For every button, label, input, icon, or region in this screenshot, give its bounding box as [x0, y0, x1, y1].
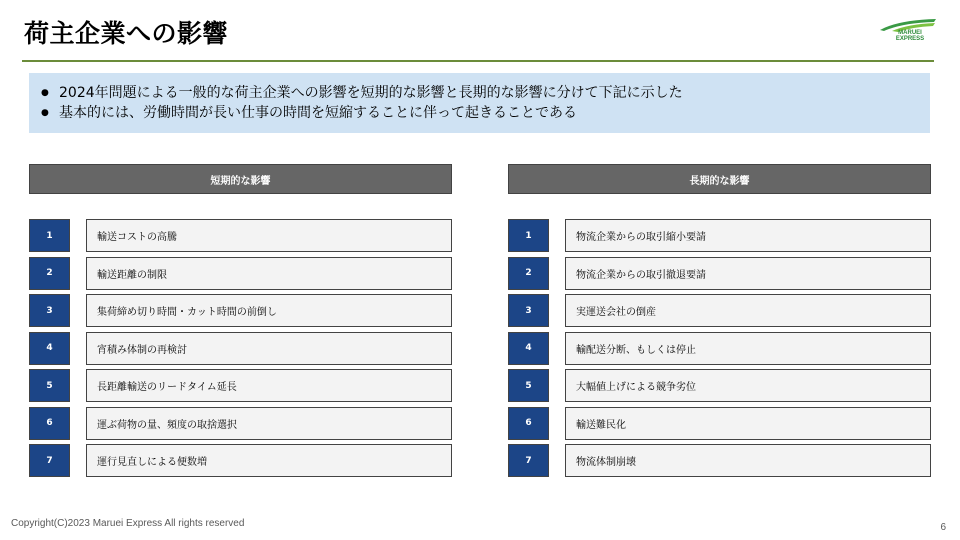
item-number: 2	[29, 257, 70, 290]
list-item	[29, 257, 452, 290]
list-item	[29, 294, 452, 327]
summary-text: 2024年問題による一般的な荷主企業への影響を短期的な影響と長期的な影響に分けて下記に示した	[59, 85, 683, 101]
summary-text: 基本的には、労働時間が長い仕事の時間を短縮することに伴って起きることである	[59, 105, 577, 121]
item-number: 1	[29, 219, 70, 252]
item-label: 輸送コストの高騰	[86, 219, 452, 252]
long-term-header: 長期的な影響	[508, 164, 931, 194]
summary-item	[39, 103, 920, 123]
item-label: 輸送距離の制限	[86, 257, 452, 290]
summary-box	[29, 73, 930, 133]
item-label: 物流企業からの取引縮小要請	[565, 219, 931, 252]
list-item	[508, 407, 931, 440]
short-term-header: 短期的な影響	[29, 164, 452, 194]
long-term-column	[508, 164, 931, 482]
short-term-list	[29, 219, 452, 477]
item-number: 7	[508, 444, 549, 477]
item-number: 6	[29, 407, 70, 440]
item-number: 6	[508, 407, 549, 440]
copyright-footer: Copyright(C)2023 Maruei Express All rights reserved	[11, 518, 245, 529]
item-label: 大幅値上げによる競争劣位	[565, 369, 931, 402]
bullet-icon: ●	[41, 88, 49, 98]
short-term-column	[29, 164, 452, 482]
item-label: 長距離輸送のリードタイム延長	[86, 369, 452, 402]
item-label: 輸配送分断、もしくは停止	[565, 332, 931, 365]
page-number: 6	[940, 522, 946, 533]
list-item	[29, 369, 452, 402]
title-divider	[22, 60, 934, 62]
item-number: 1	[508, 219, 549, 252]
list-item	[29, 444, 452, 477]
item-label: 輸送難民化	[565, 407, 931, 440]
item-number: 3	[29, 294, 70, 327]
item-label: 集荷締め切り時間・カット時間の前倒し	[86, 294, 452, 327]
item-label: 実運送会社の倒産	[565, 294, 931, 327]
item-number: 2	[508, 257, 549, 290]
item-number: 7	[29, 444, 70, 477]
list-item	[508, 294, 931, 327]
item-label: 宵積み体制の再検討	[86, 332, 452, 365]
list-item	[508, 257, 931, 290]
list-item	[29, 219, 452, 252]
item-number: 4	[29, 332, 70, 365]
bullet-icon: ●	[41, 108, 49, 118]
item-number: 5	[508, 369, 549, 402]
list-item	[508, 332, 931, 365]
item-label: 物流体制崩壊	[565, 444, 931, 477]
list-item	[29, 407, 452, 440]
list-item	[508, 369, 931, 402]
item-label: 物流企業からの取引撤退要請	[565, 257, 931, 290]
logo-text: MARUEI EXPRESS	[895, 30, 925, 42]
page-title: 荷主企業への影響	[24, 19, 229, 48]
item-number: 3	[508, 294, 549, 327]
item-label: 運行見直しによる便数増	[86, 444, 452, 477]
list-item	[508, 444, 931, 477]
long-term-list	[508, 219, 931, 477]
summary-item	[39, 83, 920, 103]
item-number: 5	[29, 369, 70, 402]
list-item	[508, 219, 931, 252]
item-label: 運ぶ荷物の量、頻度の取捨選択	[86, 407, 452, 440]
item-number: 4	[508, 332, 549, 365]
list-item	[29, 332, 452, 365]
